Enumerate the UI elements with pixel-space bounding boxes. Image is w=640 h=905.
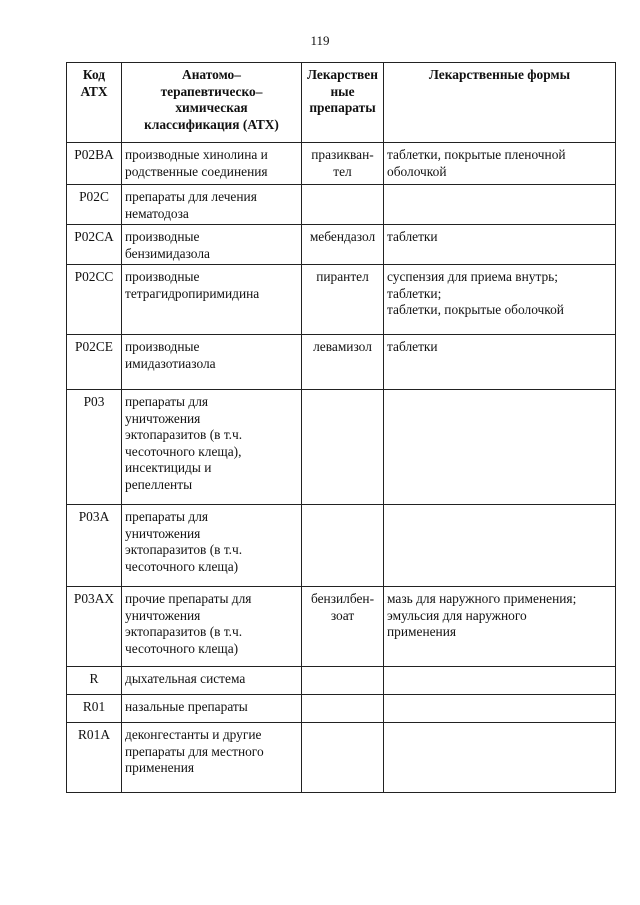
- text-line: таблетки;: [387, 285, 442, 301]
- table-row: [67, 225, 616, 265]
- code-cell: R: [67, 667, 122, 695]
- text-line: уничтожения: [125, 525, 201, 541]
- drug-cell: [302, 185, 384, 225]
- forms-cell: [384, 505, 616, 587]
- classification-cell: [122, 723, 302, 793]
- text-line: Код: [82, 67, 106, 82]
- drug-cell: [302, 587, 384, 667]
- text-line: Анатомо–: [182, 67, 241, 82]
- table-row: [67, 143, 616, 185]
- text-line: производные: [125, 269, 200, 284]
- text-line: таблетки: [387, 229, 438, 244]
- drug-cell: [302, 265, 384, 335]
- text-line: чесоточного клеща): [125, 558, 239, 574]
- code-cell: P02CA: [67, 225, 122, 265]
- table-row: [67, 390, 616, 505]
- forms-cell: [384, 587, 616, 667]
- text-line: дыхательная система: [125, 671, 246, 686]
- text-line: таблетки, покрытые оболочкой: [387, 302, 564, 317]
- table-row: [67, 185, 616, 225]
- classification-cell: [122, 505, 302, 587]
- code-cell: R01A: [67, 723, 122, 793]
- header-drugs: [302, 63, 384, 143]
- text-line: празикван-: [311, 147, 374, 162]
- text-line: имидазотиазола: [125, 355, 216, 371]
- text-line: эмульсия для наружного: [387, 607, 527, 623]
- text-line: суспензия для приема внутрь;: [387, 269, 559, 284]
- text-line: назальные препараты: [125, 699, 248, 714]
- forms-cell: [384, 225, 616, 265]
- forms-cell: [384, 390, 616, 505]
- atx-table: [66, 62, 616, 793]
- text-line: препараты для местного: [125, 743, 264, 759]
- header-classification: [122, 63, 302, 143]
- classification-cell: [122, 390, 302, 505]
- page-number: 119: [310, 33, 330, 48]
- classification-cell: [122, 667, 302, 695]
- table-header-row: [67, 63, 616, 143]
- text-line: пирантел: [316, 269, 369, 284]
- text-line: тел: [333, 163, 352, 179]
- text-line: классификация (АТХ): [144, 116, 279, 132]
- code-cell: P03AX: [67, 587, 122, 667]
- text-line: ные: [330, 83, 355, 99]
- text-line: чесоточного клеща): [125, 640, 239, 656]
- drug-cell: [302, 723, 384, 793]
- code-cell: P03: [67, 390, 122, 505]
- text-line: уничтожения: [125, 607, 201, 623]
- text-line: левамизол: [313, 339, 372, 354]
- text-line: зоат: [330, 607, 355, 623]
- text-line: Лекарственные формы: [428, 67, 571, 82]
- text-line: препараты для: [125, 394, 209, 409]
- text-line: АТХ: [80, 83, 108, 99]
- text-line: производные: [125, 229, 200, 244]
- table-row: [67, 667, 616, 695]
- drug-cell: [302, 335, 384, 390]
- forms-cell: [384, 667, 616, 695]
- code-cell: P02CC: [67, 265, 122, 335]
- classification-cell: [122, 225, 302, 265]
- drug-cell: [302, 143, 384, 185]
- text-line: репелленты: [125, 476, 193, 492]
- text-line: бензимидазола: [125, 245, 210, 261]
- code-cell: P02BA: [67, 143, 122, 185]
- text-line: эктопаразитов (в т.ч.: [125, 427, 243, 442]
- text-line: деконгестанты и другие: [125, 727, 262, 742]
- text-line: эктопаразитов (в т.ч.: [125, 542, 243, 557]
- header-code: [67, 63, 122, 143]
- text-line: препараты для лечения: [125, 189, 257, 204]
- classification-cell: [122, 143, 302, 185]
- text-line: таблетки, покрытые пленочной: [387, 147, 566, 162]
- forms-cell: [384, 265, 616, 335]
- header-forms: [384, 63, 616, 143]
- forms-cell: [384, 143, 616, 185]
- text-line: мебендазол: [309, 229, 376, 244]
- classification-cell: [122, 335, 302, 390]
- text-line: родственные соединения: [125, 163, 268, 179]
- text-line: производные: [125, 339, 200, 354]
- table-row: [67, 505, 616, 587]
- code-cell: P02C: [67, 185, 122, 225]
- table-row: [67, 587, 616, 667]
- text-line: применения: [387, 624, 457, 639]
- text-line: тетрагидропиримидина: [125, 285, 260, 301]
- text-line: оболочкой: [387, 163, 447, 179]
- drug-cell: [302, 695, 384, 723]
- text-line: чесоточного клеща),: [125, 443, 242, 459]
- text-line: препараты для: [125, 509, 209, 524]
- text-line: бензилбен-: [310, 591, 375, 606]
- classification-cell: [122, 695, 302, 723]
- code-cell: P03A: [67, 505, 122, 587]
- forms-cell: [384, 185, 616, 225]
- text-line: эктопаразитов (в т.ч.: [125, 624, 243, 639]
- table-row: [67, 695, 616, 723]
- text-line: прочие препараты для: [125, 591, 252, 606]
- text-line: терапевтическо–: [160, 83, 263, 99]
- forms-cell: [384, 335, 616, 390]
- drug-cell: [302, 390, 384, 505]
- text-line: производные хинолина и: [125, 147, 268, 162]
- drug-cell: [302, 505, 384, 587]
- text-line: нематодоза: [125, 205, 189, 221]
- classification-cell: [122, 185, 302, 225]
- table-row: [67, 265, 616, 335]
- text-line: уничтожения: [125, 410, 201, 426]
- forms-cell: [384, 723, 616, 793]
- code-cell: R01: [67, 695, 122, 723]
- text-line: применения: [125, 760, 195, 775]
- code-cell: P02CE: [67, 335, 122, 390]
- text-line: химическая: [175, 100, 248, 115]
- classification-cell: [122, 587, 302, 667]
- text-line: инсектициды и: [125, 460, 212, 475]
- classification-cell: [122, 265, 302, 335]
- drug-cell: [302, 667, 384, 695]
- table-row: [67, 723, 616, 793]
- text-line: препараты: [309, 100, 376, 115]
- table-row: [67, 335, 616, 390]
- text-line: мазь для наружного применения;: [387, 591, 577, 606]
- text-line: таблетки: [387, 339, 438, 354]
- forms-cell: [384, 695, 616, 723]
- text-line: Лекарствен: [307, 67, 378, 82]
- drug-cell: [302, 225, 384, 265]
